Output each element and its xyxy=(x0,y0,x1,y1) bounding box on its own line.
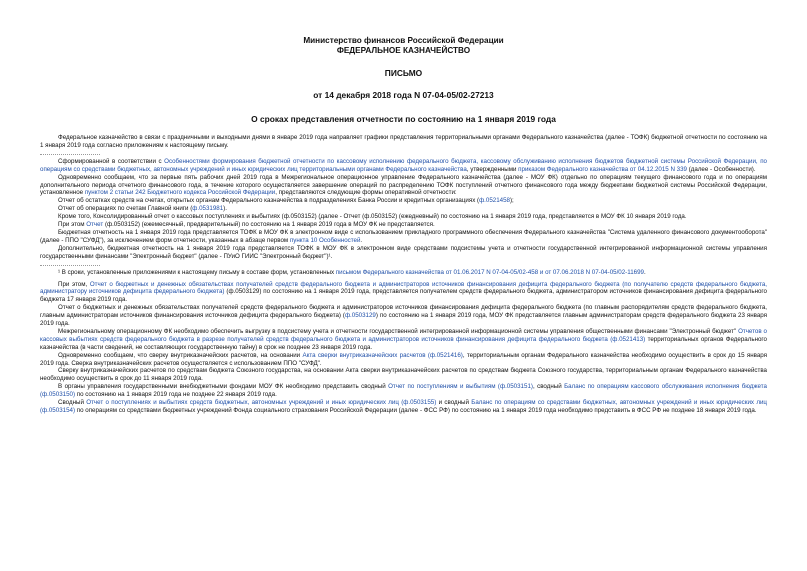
treasury-name: ФЕДЕРАЛЬНОЕ КАЗНАЧЕЙСТВО xyxy=(336,46,471,55)
link-form-0503151[interactable]: Отчет по поступлениям и выбытиям (ф.0503151) xyxy=(388,383,533,391)
paragraph-8: Дополнительно, бюджетная отчетность на 1 января 2019 года представляется ТОФК в МОУ ФК в электронном виде средствами подсистемы учета и отчетности государственной интегрированной информационной системы управления государственными финансами "Электронный бюджет" (далее - ПУиО ГИИС "Электронный бюджет")¹. xyxy=(40,244,767,260)
link-form-0503129[interactable]: Отчет о бюджетных и денежных обязательствах получателей средств федерального бюджета и администраторов источников финансирования дефицита федерального бюджета (по получателю средств федерального бюджета, администратору источников дефицита федерального бюджета) xyxy=(40,280,768,296)
separator xyxy=(40,154,100,155)
link-order-339[interactable]: приказом Федерального казначейства от 04.12.2015 N 339 xyxy=(518,165,687,173)
ministry-name: Министерство финансов Российской Федерации xyxy=(303,36,504,45)
document-type: ПИСЬМО xyxy=(384,68,423,78)
link-report[interactable]: Отчет xyxy=(86,221,104,229)
document-subject: О сроках представления отчетности по состоянию на 1 января 2019 года xyxy=(251,114,556,124)
paragraph-4: Отчет об операциях по счетам Главной книги (ф.0531981). xyxy=(58,205,227,213)
paragraph-2: Одновременно сообщаем, что за первые пять рабочих дней 2019 года в Межрегиональное операционное управление Федерального казначейства (далее - МОУ ФК) отдельно по операциям текущего финансового года и по операциям дополнительного периода отчетного финансового года, в течение которого осуществляется завершение операций по распределению ТОФК поступлений отчетного финансового года между бюджетами бюджетной системы Российской Федерации, установленное пунктом 2 статьи 242 Бюджетного кодекса Российской Федерации, представляются следующие формы оперативной отчетности: xyxy=(40,173,767,197)
link-form-0503154[interactable]: Баланс по операциям со средствами бюджетных, автономных учреждений и иных юридических лиц (ф.0503154) xyxy=(40,399,767,414)
paragraph-3: Отчет об остатках средств на счетах, открытых органам Федерального казначейства в подразделениях Банка России и кредитных организациях (ф.0521458); xyxy=(58,197,514,205)
paragraph-5: Кроме того, Консолидированный отчет о кассовых поступлениях и выбытиях (ф.0503152) (далее - Отчет (ф.0503152) (ежедневный) по состоянию на 1 января 2019 года, представляется в МОУ ФК 10 января 2019 года. xyxy=(58,213,687,221)
link-form-0503150[interactable]: Баланс по операциям кассового обслуживания исполнения бюджета (ф.0503150) xyxy=(40,383,767,399)
paragraph-7: Бюджетная отчетность на 1 января 2019 года представляется ТОФК в МОУ ФК в электронном виде с использованием прикладного программного обеспечения Федерального казначейства "Система удаленного финансового документооборота" (далее - ППО "СУФД"), за исключением форм отчетности, указанных в абзаце первом пункта 10 Особенностей. xyxy=(40,228,767,244)
link-form-0531981[interactable]: ф.0531981 xyxy=(192,205,224,213)
separator xyxy=(40,265,100,266)
paragraph-6: При этом Отчет (ф.0503152) (ежемесячный, предварительный) по состоянию на 1 января 2019 года в МОУ ФК не представляется. xyxy=(58,221,435,229)
link-osobennosti[interactable]: Особенностями формирования бюджетной отчетности по кассовому исполнению федерального бюджета, кассовому обслуживанию исполнения бюджетов бюджетной системы Российской Федерации, по операциям со средствами бюджетных, автономных учреждений и иных юридических лиц территориальными органами Федерального казначейства xyxy=(40,157,767,173)
paragraph-11: Межрегиональному операционному ФК необходимо обеспечить выгрузку в подсистему учета и отчетности государственной интегрированной информационной системы управления общественными финансами "Электронный бюджет" Отчетов о кассовых выбытиях средств федерального бюджета в разрезе получателей средств федерального бюджета и администраторов источников финансирования дефицита федерального бюджета (ф.0521413) территориальных органов Федерального казначейства (в части сведений, не составляющих государственную тайну) в срок не позднее 23 января 2019 года. xyxy=(40,327,767,351)
paragraph-15: Сводный Отчет о поступлениях и выбытиях средств бюджетных, автономных учреждений и иных юридических лиц (ф.0503155) и сводный Баланс по операциям со средствами бюджетных, автономных учреждений и иных юридических лиц (ф.0503154) по операциям со средствами бюджетных учреждений Фонда социального страхования Российской Федерации (далее - ФСС РФ) по состоянию на 1 января 2019 года необходимо представить в ФСС РФ не позднее 18 января 2019 года. xyxy=(40,399,767,414)
link-form-0521458[interactable]: ф.0521458 xyxy=(479,197,510,205)
link-letters[interactable]: письмом Федерального казначейства от 01.06.2017 N 07-04-05/02-458 и от 07.06.2018 N 07-04-05/02-11699 xyxy=(335,268,644,276)
link-item-10[interactable]: пункта 10 Особенностей xyxy=(289,236,361,244)
link-form-0521413[interactable]: Отчетов о кассовых выбытиях средств федерального бюджета в разрезе получателей средств федерального бюджета и администраторов источников финансирования дефицита федерального бюджета (ф.0521413) xyxy=(40,327,767,343)
paragraph-12: Одновременно сообщаем, что сверку внутриказначейских расчетов, на основании Акта сверки внутриказначейских расчетов (ф.0521416), территориальным органам Федерального казначейства необходимо осуществить в срок до 15 января 2019 года. Сверка внутриказначейских расчетов осуществляется с использованием ППО "СУФД". xyxy=(40,351,767,367)
link-form-0503129-short[interactable]: ф.0503129 xyxy=(344,312,376,320)
paragraph-9: При этом, Отчет о бюджетных и денежных обязательствах получателей средств федерального бюджета и администраторов источников финансирования дефицита федерального бюджета (по получателю средств федерального бюджета, администратору источников дефицита федерального бюджета) (ф.0503129) по состоянию на 1 января 2019 года, представляется получателем средств федерального бюджета, администратором источников финансирования дефицита федерального бюджета 17 января 2019 года. xyxy=(40,280,768,304)
date-number: от 14 декабря 2018 года N 07-04-05/02-27213 xyxy=(313,90,494,100)
link-form-0503155[interactable]: Отчет о поступлениях и выбытиях средств бюджетных, автономных учреждений и иных юридических лиц (ф.0503155) xyxy=(86,399,437,407)
paragraph-14: В органы управления государственными внебюджетными фондами МОУ ФК необходимо представить сводный Отчет по поступлениям и выбытиям (ф.0503151), сводный Баланс по операциям кассового обслуживания исполнения бюджета (ф.0503150) по состоянию на 1 января 2019 года не позднее 22 января 2019 года. xyxy=(40,383,767,399)
paragraph-1: Сформированной в соответствии с Особенностями формирования бюджетной отчетности по кассовому исполнению федерального бюджета, кассовому обслуживанию исполнения бюджетов бюджетной системы Российской Федерации, по операциям со средствами бюджетных, автономных учреждений и иных юридических лиц территориальными органами Федерального казначейства, утвержденными приказом Федерального казначейства от 04.12.2015 N 339 (далее - Особенности). xyxy=(40,157,767,173)
paragraph-13: Сверку внутриказначейских расчетов по средствам бюджета Союзного государства, на основании Акта сверки внутриказначейских расчетов по средствам бюджета Союзного государства, территориальным органам Федерального казначейства необходимо осуществить в срок до 11 января 2019 года. xyxy=(40,367,767,383)
link-budget-code[interactable]: пунктом 2 статьи 242 Бюджетного кодекса Российской Федерации xyxy=(84,189,276,197)
link-form-0521416[interactable]: Акта сверки внутриказначейских расчетов (ф.0521416) xyxy=(302,351,463,359)
paragraph-intro: Федеральное казначейство в связи с праздничными и выходными днями в январе 2019 года направляет графики представления территориальными органами Федерального казначейства (далее - ТОФК) бюджетной отчетности по состоянию на 1 января 2019 года согласно приложениям к настоящему письму. xyxy=(40,134,767,149)
footnote-1: ¹ В сроки, установленные приложениями к настоящему письму в составе форм, установленных письмом Федерального казначейства от 01.06.2017 N 07-04-05/02-458 и от 07.06.2018 N 07-04-05/02-11699. xyxy=(58,268,646,276)
paragraph-10: Отчет о бюджетных и денежных обязательствах получателей средств федерального бюджета и администраторов источников финансирования дефицита федерального бюджета (по главным распорядителям средств федерального бюджета, главным администраторам источников финансирования источников дефицита федерального бюджета) (ф.0503129) по состоянию на 1 января 2019 года, МОУ ФК представляется главным администраторам средств федерального бюджета 23 января 2019 года. xyxy=(40,304,767,328)
